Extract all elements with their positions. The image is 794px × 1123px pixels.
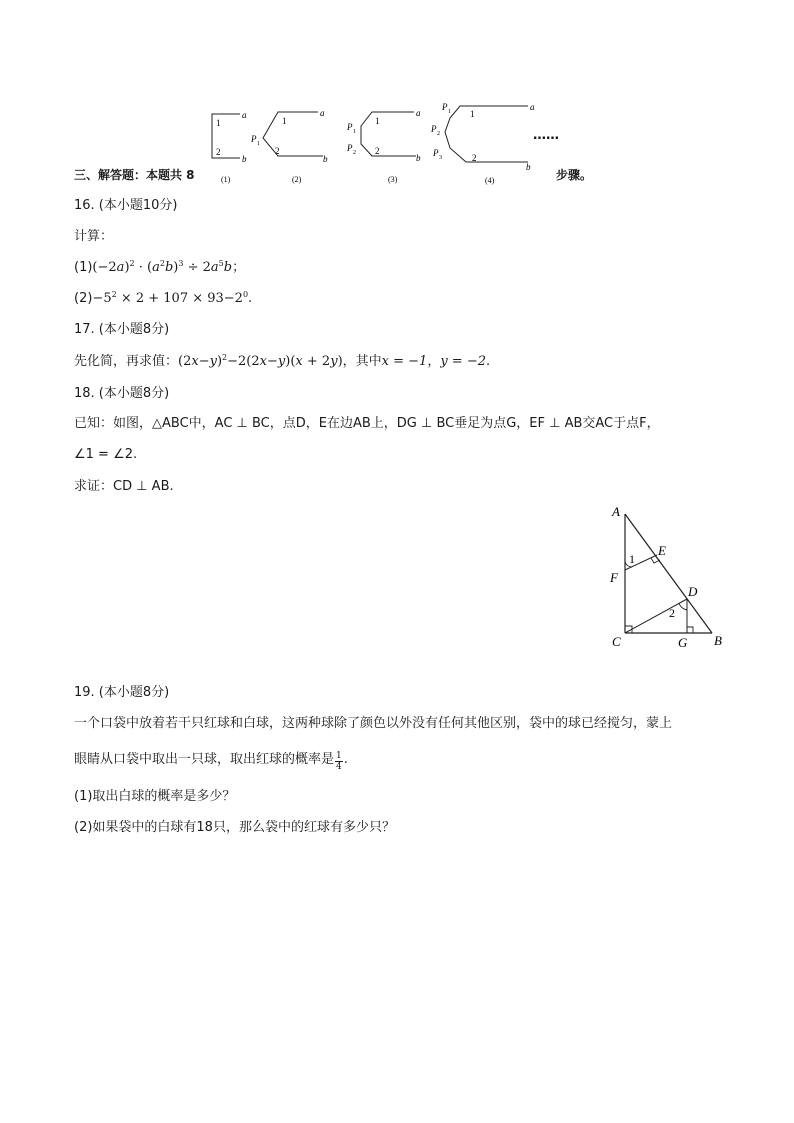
fig4-p2: P — [431, 124, 437, 134]
fig4-p3: P — [433, 148, 439, 158]
pattern-figure-1 — [200, 106, 255, 186]
fig2-p1-sub: 1 — [257, 141, 260, 147]
section-heading-tail: 步骤。 — [556, 168, 593, 182]
q16-header: 16. (本小题10分) — [74, 198, 178, 213]
q19-line-1: 一个口袋中放着若干只红球和白球，这两种球除了颜色以外没有任何其他区别，袋中的球已经搅匀，蒙上 — [74, 716, 673, 731]
fig3-angle-1: 1 — [375, 116, 380, 126]
fig3-label-b: b — [416, 153, 421, 163]
fig1-caption: (1) — [221, 175, 231, 184]
fig2-caption: (2) — [292, 175, 302, 184]
pattern-ellipsis: …… — [533, 128, 559, 143]
fig2-p1: P — [251, 134, 257, 144]
q19-header: 19. (本小题8分) — [74, 685, 170, 700]
fig2-angle-1: 1 — [282, 116, 287, 126]
fig3-angle-2: 2 — [375, 146, 380, 156]
q18-label-E: E — [658, 543, 666, 558]
q16-prompt: 计算： — [74, 229, 114, 244]
fig2-label-a: a — [320, 108, 325, 118]
fig1-angle-1: 1 — [216, 118, 221, 128]
fig3-p1-sub: 1 — [353, 129, 356, 135]
q17-x-value: x = −1 — [381, 354, 428, 369]
pattern-figure-3 — [344, 104, 434, 186]
q18-header: 18. (本小题8分) — [74, 386, 170, 401]
fig4-label-b: b — [526, 162, 531, 172]
q19-sub-2: (2)如果袋中的白球有18只，那么袋中的红球有多少只？ — [74, 820, 395, 835]
fig4-angle-1: 1 — [470, 109, 475, 119]
q19-sub-1: (1)取出白球的概率是多少？ — [74, 789, 236, 804]
fig4-p3-sub: 3 — [439, 155, 442, 161]
fig3-p2: P — [347, 143, 353, 153]
section-heading: 三、解答题：本题共 8 — [74, 168, 195, 182]
q16-item-1: $(1)(-2a)^2 \cdot (a^2b)^3 \div 2a^5b$； — [74, 259, 246, 275]
q17-header: 17. (本小题8分) — [74, 322, 170, 337]
fig1-label-a: a — [242, 110, 247, 120]
q16-item-2: $(2)-5^2 \times 2 + 107 \times 93-2^0$. — [74, 290, 253, 306]
fig4-caption: (4) — [485, 176, 495, 185]
fig2-angle-2: 2 — [275, 146, 280, 156]
fig4-label-a: a — [530, 102, 535, 112]
q19-probability-fraction: $\frac{1}{4}$ — [336, 751, 342, 772]
q18-label-B: B — [714, 633, 722, 648]
q18-given: 已知：如图，△ABC中，AC ⊥ BC，点D，E在边AB上，DG ⊥ BC垂足为点G，EF ⊥ AB交AC于点F， — [74, 416, 660, 431]
q17-text: 先化简，再求值：$(2x-y)^2-2(2x-y)(x + 2y)$，其中x = −1，y = −2. — [74, 353, 491, 369]
fig1-angle-2: 2 — [216, 147, 221, 157]
q18-label-D: D — [688, 584, 698, 599]
fig4-p1: P — [442, 102, 448, 112]
fig4-angle-2: 2 — [472, 153, 477, 163]
q17-y-value: y = −2 — [440, 354, 486, 369]
q18-angle-2: 2 — [669, 606, 675, 620]
fig3-caption: (3) — [388, 175, 398, 184]
pattern-figure-2 — [248, 104, 338, 186]
q18-label-C: C — [612, 634, 621, 649]
q18-label-F: F — [610, 570, 618, 585]
fig2-label-b: b — [323, 154, 328, 164]
fig4-p2-sub: 2 — [437, 131, 440, 137]
fig4-p1-sub: 1 — [448, 109, 451, 115]
fig3-label-a: a — [416, 108, 421, 118]
q18-angle-1: 1 — [629, 552, 635, 566]
q18-label-G: G — [678, 635, 688, 650]
q18-prove: 求证：CD ⊥ AB. — [74, 479, 174, 494]
fig3-p1: P — [347, 122, 353, 132]
q18-triangle-figure — [600, 500, 730, 655]
fig1-label-b: b — [242, 154, 247, 164]
q19-line-2: 眼睛从口袋中取出一只球，取出红球的概率是 $\frac{1}{4}$ . — [74, 751, 348, 772]
fig3-p2-sub: 2 — [353, 150, 356, 156]
pattern-figure-4 — [428, 98, 543, 188]
q18-given-2: ∠1 = ∠2. — [74, 447, 138, 462]
q18-label-A: A — [612, 504, 620, 519]
